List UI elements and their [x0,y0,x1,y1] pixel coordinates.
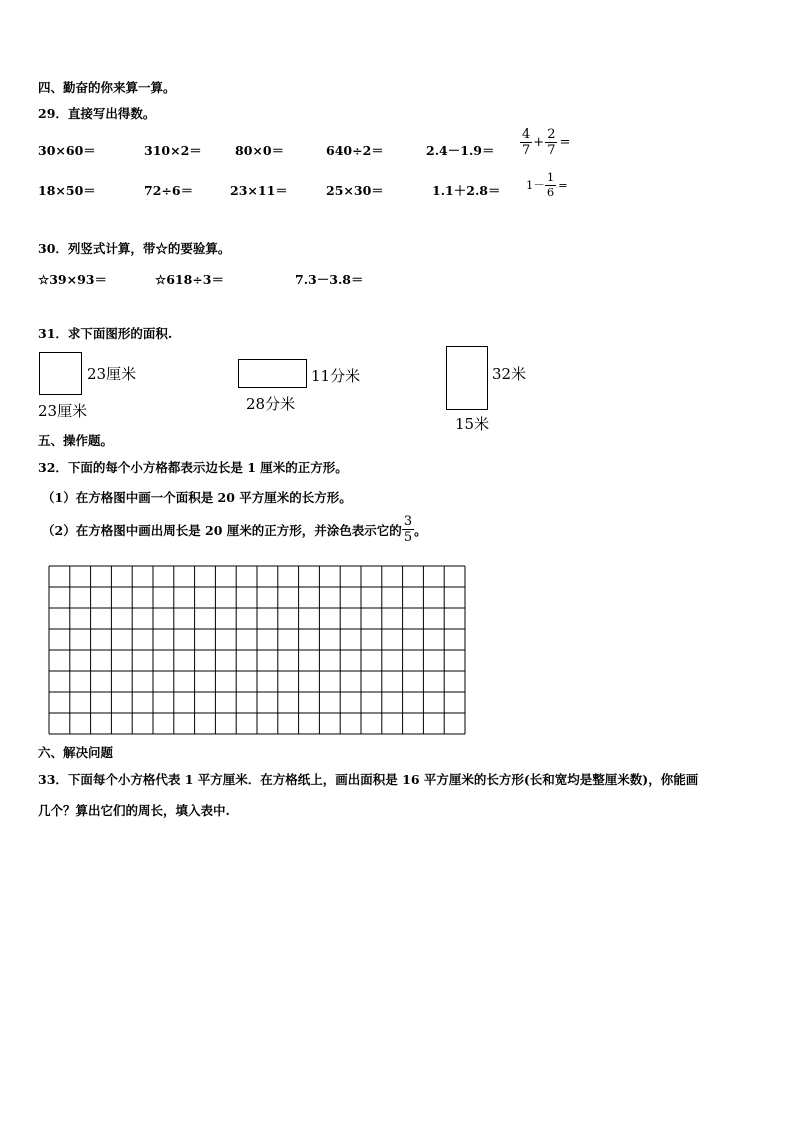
q29-item: 72÷6＝ [144,183,194,198]
q33-line1: 33．下面每个小方格代表 1 平方厘米．在方格纸上，画出面积是 16 平方厘米的长方形(长和宽均是整厘米数)，你能画 [38,772,699,787]
section-4-title: 四、勤奋的你来算一算。 [38,80,176,95]
q31-title: 31．求下面图形的面积. [38,326,173,341]
denominator: 7 [547,143,556,158]
q30-title: 30．列竖式计算，带☆的要验算。 [38,241,231,256]
rectangle-shape [238,359,307,388]
rectangle-side-label: 11分米 [311,367,361,385]
numerator: 4 [522,127,531,142]
q29-title: 29．直接写出得数。 [38,106,156,121]
numerator: 3 [403,514,413,529]
q29-item: 25×30＝ [326,183,384,198]
q29-item: 640÷2＝ [326,143,384,158]
q29-item: 18×50＝ [38,183,96,198]
q29-fraction-diff [526,172,568,198]
equals-sign: = [559,135,571,150]
q29-item: 30×60＝ [38,143,96,158]
tall-rectangle-side-label: 32米 [492,365,527,383]
square-bottom-label: 23厘米 [38,402,88,420]
tall-rectangle-shape [446,346,488,410]
square-shape [39,352,82,395]
q32-part2 [42,515,427,544]
numerator: 1 [546,170,555,184]
q29-item: 1.1＋2.8＝ [432,183,501,198]
square-side-label: 23厘米 [87,365,137,383]
section-6-title: 六、解决问题 [38,745,114,760]
equals-sign: = [558,178,568,192]
rectangle-bottom-label: 28分米 [246,395,296,413]
fraction [545,128,557,157]
q32-part2-text: （2）在方格图中画出周长是 20 厘米的正方形，并涂色表示它的 [42,522,402,538]
denominator: 7 [522,143,531,158]
q29-item: 2.4－1.9＝ [426,143,495,158]
period: 。 [414,522,427,538]
minuend: 1－ [526,178,545,192]
denominator: 6 [546,184,555,199]
q29-item: 310×2＝ [144,143,202,158]
square-grid[interactable] [48,565,466,735]
tall-rectangle-bottom-label: 15米 [455,415,490,433]
section-5-title: 五、操作题。 [38,433,114,448]
numerator: 2 [547,127,556,142]
q30-item: ☆618÷3＝ [155,272,224,287]
fraction [402,515,414,544]
plus-sign: + [533,135,545,150]
fraction [520,128,532,157]
q29-item: 23×11＝ [230,183,288,198]
q29-fraction-sum [520,128,570,157]
q30-item: ☆39×93＝ [38,272,107,287]
denominator: 5 [403,530,413,545]
q30-item: 7.3－3.8＝ [295,272,364,287]
q33-line2: 几个？算出它们的周长，填入表中. [38,803,230,818]
q29-item: 80×0＝ [235,143,285,158]
q32-part1: （1）在方格图中画一个面积是 20 平方厘米的长方形。 [42,490,352,505]
fraction [545,172,556,198]
q32-title: 32．下面的每个小方格都表示边长是 1 厘米的正方形。 [38,460,348,475]
